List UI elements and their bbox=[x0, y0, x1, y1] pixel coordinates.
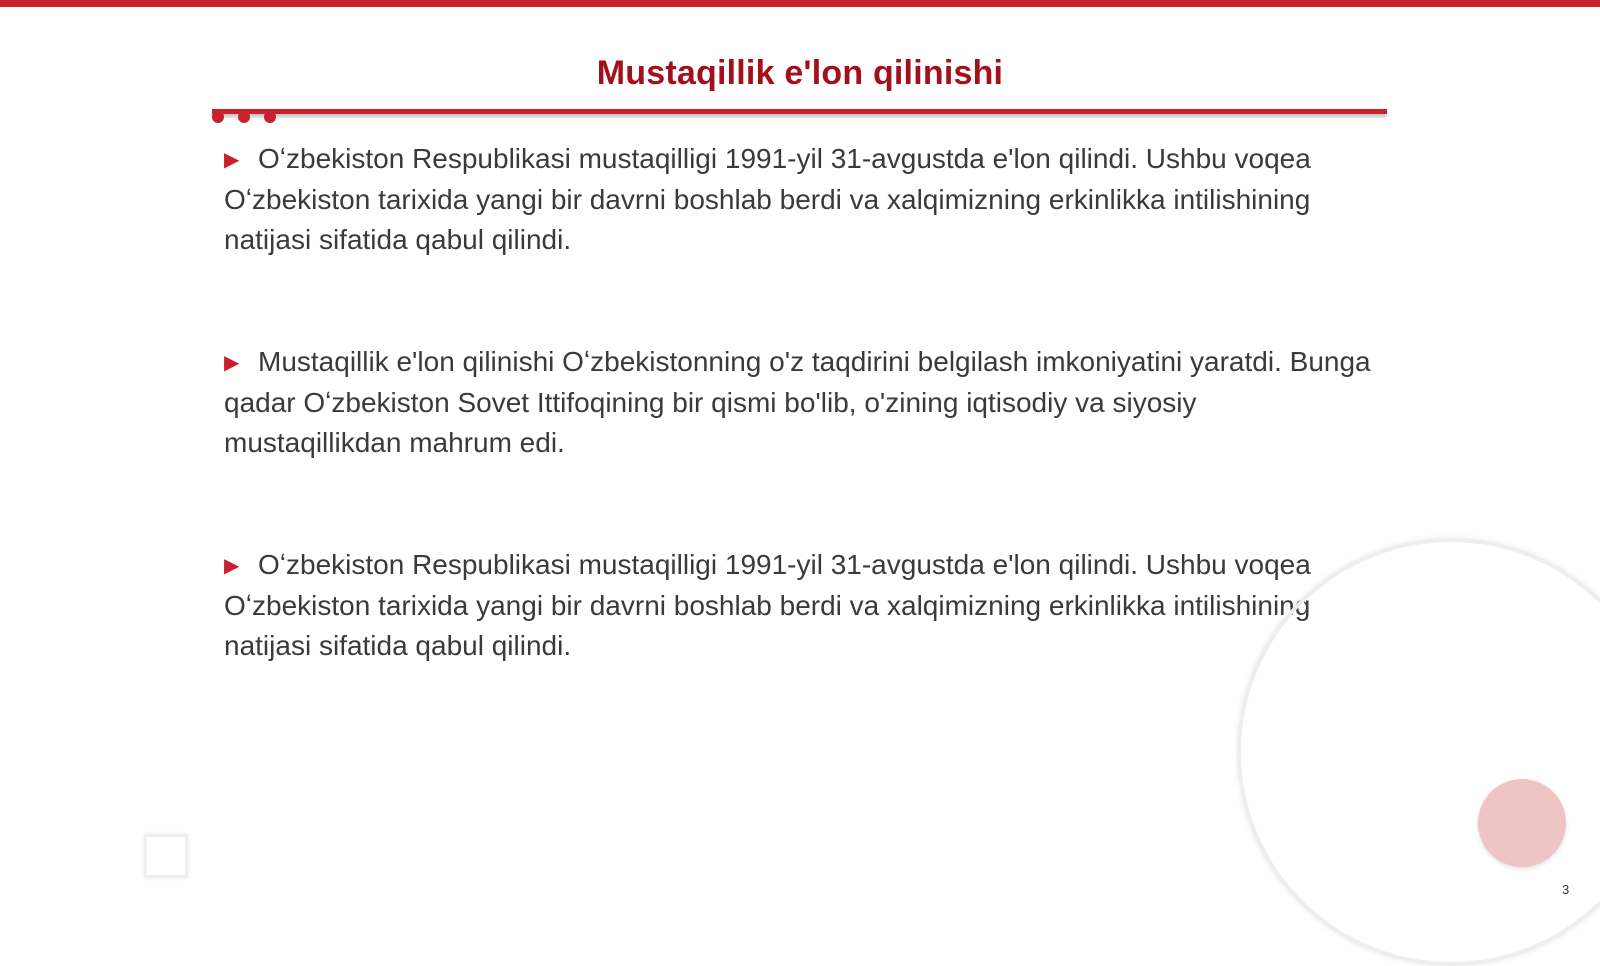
triangle-right-icon: ▶ bbox=[224, 352, 240, 374]
paragraph-3 bbox=[224, 545, 1374, 666]
triangle-right-icon: ▶ bbox=[224, 149, 240, 171]
decorative-pink-circle bbox=[1478, 779, 1566, 867]
paragraph-2 bbox=[224, 342, 1374, 463]
slide-content bbox=[224, 139, 1374, 666]
paragraph-text: Oʻzbekiston Respublikasi mustaqilligi 1991-yil 31-avgustda e'lon qilindi. Ushbu voqea Oʻzbekiston tarixida yangi bir davrni boshlab berdi va xalqimizning erkinlikka intilishining natijasi sifatida qabul qilindi. bbox=[224, 143, 1311, 255]
title-underline bbox=[212, 109, 1387, 114]
triangle-right-icon: ▶ bbox=[224, 555, 240, 577]
paragraph-text: Oʻzbekiston Respublikasi mustaqilligi 1991-yil 31-avgustda e'lon qilindi. Ushbu voqea Oʻzbekiston tarixida yangi bir davrni boshlab berdi va xalqimizning erkinlikka intilishining natijasi sifatida qabul qilindi. bbox=[224, 549, 1311, 661]
dot-icon bbox=[212, 111, 224, 123]
title-dots bbox=[212, 111, 282, 125]
dot-icon bbox=[264, 111, 276, 123]
page-number: 3 bbox=[1562, 882, 1570, 897]
paragraph-1 bbox=[224, 139, 1374, 260]
top-accent-bar bbox=[0, 0, 1600, 7]
dot-icon bbox=[238, 111, 250, 123]
decorative-square bbox=[144, 834, 188, 878]
paragraph-text: Mustaqillik e'lon qilinishi Oʻzbekistonning o'z taqdirini belgilash imkoniyatini yaratdi. Bunga qadar Oʻzbekiston Sovet Ittifoqining bir qismi bo'lib, o'zining iqtisodiy va siyosiy mustaqillikdan mahrum edi. bbox=[224, 346, 1371, 458]
slide-title: Mustaqillik e'lon qilinishi bbox=[596, 54, 1004, 92]
